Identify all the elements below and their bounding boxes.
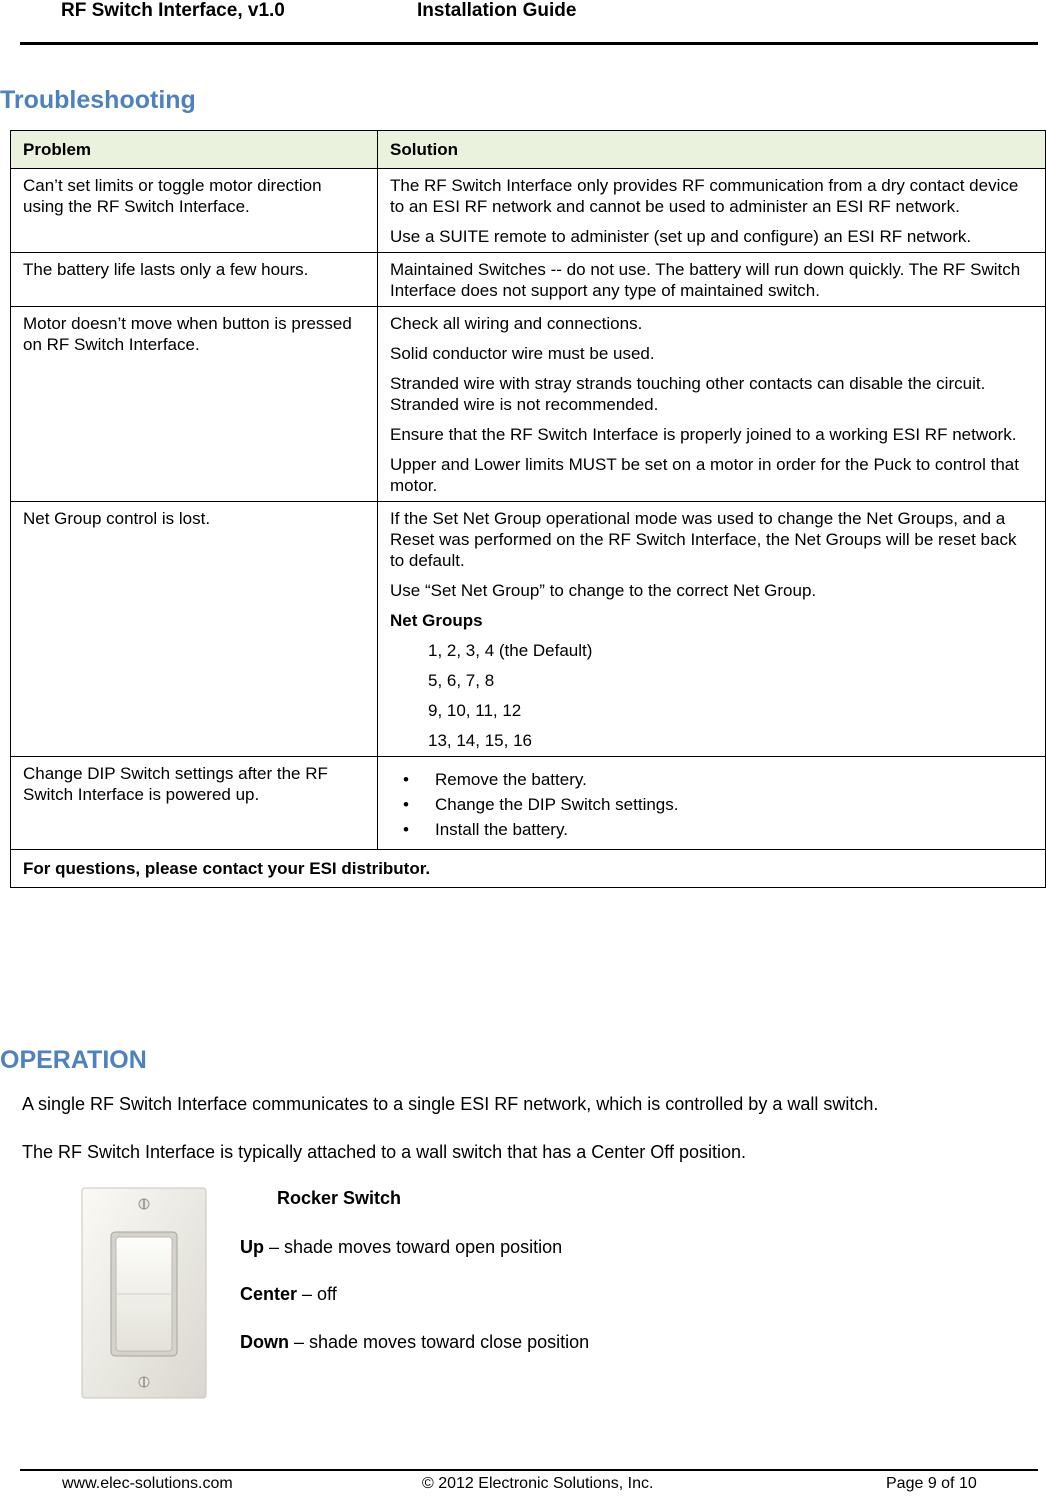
operation-paragraph-2: The RF Switch Interface is typically attached to a wall switch that has a Center Off position.	[22, 1142, 746, 1162]
net-group-item: 1, 2, 3, 4 (the Default)	[428, 641, 593, 660]
net-group-item: 13, 14, 15, 16	[428, 731, 532, 750]
list-item	[390, 767, 1033, 792]
position-description: – off	[297, 1284, 337, 1304]
problem-cell: Can’t set limits or toggle motor direction using the RF Switch Interface.	[11, 169, 378, 253]
solution-text: Ensure that the RF Switch Interface is properly joined to a working ESI RF network.	[390, 425, 1017, 444]
table-header-row	[11, 131, 1046, 169]
problem-cell: Change DIP Switch settings after the RF Switch Interface is powered up.	[11, 757, 378, 850]
header-doc-type: Installation Guide	[417, 0, 577, 21]
solution-text: Maintained Switches -- do not use. The battery will run down quickly. The RF Switch Interface does not support any type of maintained switch.	[390, 260, 1021, 300]
solution-text: Solid conductor wire must be used.	[390, 344, 655, 363]
footer-website: www.elec-solutions.com	[62, 1475, 233, 1492]
contact-note: For questions, please contact your ESI distributor.	[11, 850, 1046, 888]
footer-page-number: Page 9 of 10	[886, 1475, 977, 1492]
position-description: – shade moves toward close position	[289, 1332, 590, 1352]
solution-cell	[378, 757, 1046, 850]
footer-divider	[20, 1469, 1038, 1471]
troubleshooting-table	[10, 130, 1046, 888]
list-item	[390, 792, 1033, 817]
header-divider	[20, 42, 1038, 45]
solution-cell	[378, 502, 1046, 757]
footer-copyright: © 2012 Electronic Solutions, Inc.	[422, 1475, 654, 1492]
net-groups-label: Net Groups	[390, 611, 483, 630]
solution-text: If the Set Net Group operational mode was used to change the Net Groups, and a Reset was performed on the RF Switch Interface, the Net Groups will be reset back to default.	[390, 509, 1017, 570]
solution-text: Use “Set Net Group” to change to the correct Net Group.	[390, 581, 817, 600]
list-item	[390, 817, 1033, 842]
list-item-text: Remove the battery.	[435, 770, 587, 789]
bullet-icon: •	[403, 770, 409, 789]
table-row	[11, 253, 1046, 307]
operation-heading: OPERATION	[0, 1046, 147, 1074]
table-row	[11, 169, 1046, 253]
list-item-text: Change the DIP Switch settings.	[435, 795, 679, 814]
bullet-list	[390, 767, 1033, 842]
table-footer-row	[11, 850, 1046, 888]
bullet-icon: •	[403, 795, 409, 814]
solution-cell	[378, 307, 1046, 502]
operation-paragraph-1: A single RF Switch Interface communicates to a single ESI RF network, which is controlled by a wall switch.	[22, 1094, 879, 1114]
problem-cell: The battery life lasts only a few hours.	[11, 253, 378, 307]
table-row	[11, 757, 1046, 850]
solution-text: The RF Switch Interface only provides RF communication from a dry contact device to an ESI RF network and cannot be used to administer an ESI RF network.	[390, 176, 1019, 216]
switch-position-down	[240, 1332, 589, 1353]
column-header-solution: Solution	[378, 131, 1046, 169]
position-description: – shade moves toward open position	[264, 1237, 563, 1257]
solution-text: Check all wiring and connections.	[390, 314, 643, 333]
net-group-item: 9, 10, 11, 12	[428, 701, 522, 720]
solution-text: Stranded wire with stray strands touching other contacts can disable the circuit. Stranded wire is not recommended.	[390, 374, 986, 414]
solution-cell	[378, 253, 1046, 307]
solution-cell	[378, 169, 1046, 253]
header-doc-title: RF Switch Interface, v1.0	[61, 0, 285, 21]
switch-position-center	[240, 1284, 337, 1305]
table-row	[11, 502, 1046, 757]
column-header-problem: Problem	[11, 131, 378, 169]
position-label: Down	[240, 1332, 289, 1352]
solution-text: Upper and Lower limits MUST be set on a motor in order for the Puck to control that motor.	[390, 455, 1019, 495]
rocker-switch-title: Rocker Switch	[277, 1188, 402, 1208]
solution-text: Use a SUITE remote to administer (set up and configure) an ESI RF network.	[390, 227, 972, 246]
list-item-text: Install the battery.	[435, 820, 568, 839]
problem-cell: Net Group control is lost.	[11, 502, 378, 757]
switch-position-up	[240, 1237, 562, 1258]
position-label: Center	[240, 1284, 298, 1304]
troubleshooting-heading: Troubleshooting	[0, 86, 196, 114]
rocker-switch-image	[81, 1187, 207, 1399]
table-row	[11, 307, 1046, 502]
position-label: Up	[240, 1237, 264, 1257]
bullet-icon: •	[403, 820, 409, 839]
problem-cell: Motor doesn’t move when button is pressed on RF Switch Interface.	[11, 307, 378, 502]
net-group-item: 5, 6, 7, 8	[428, 671, 495, 690]
